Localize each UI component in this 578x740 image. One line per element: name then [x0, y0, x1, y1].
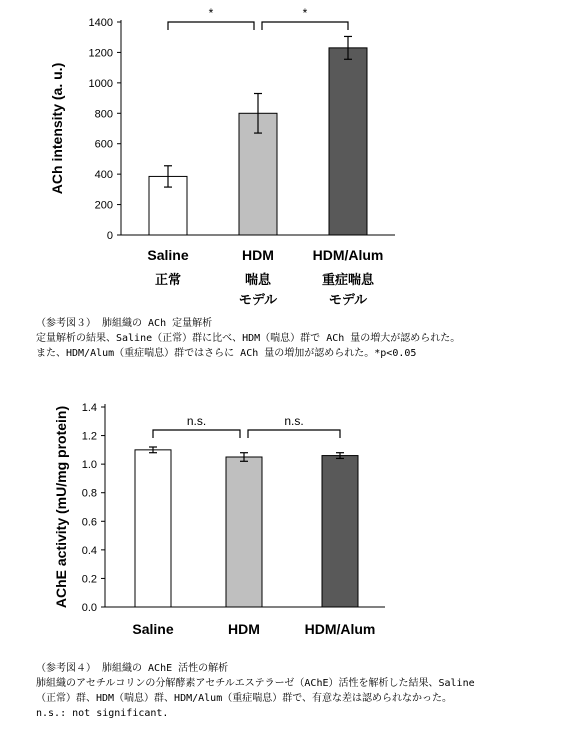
y-tick-label: 1200: [88, 47, 113, 60]
y-tick-label: 800: [94, 108, 113, 121]
significance-bracket: [262, 22, 348, 30]
significance-bracket: [153, 430, 240, 438]
y-tick-label: 0.6: [81, 516, 97, 529]
figure3-caption-line2: また、HDM/Alum（重症喘息）群ではさらに ACh 量の増加が認められた。*p<0.05: [36, 348, 417, 359]
x-category-label: HDM/Alum: [312, 247, 384, 263]
x-category-sublabel: モデル: [328, 293, 368, 308]
x-category-sublabel: 重症喘息: [321, 273, 375, 288]
y-tick-label: 0.8: [81, 487, 97, 500]
bar-hdm-alum: [322, 456, 358, 607]
y-tick-label: 1.0: [81, 459, 97, 472]
x-category-sublabel: 喘息: [244, 273, 272, 288]
x-category-label: HDM: [242, 247, 274, 263]
figure4-caption-title: （参考図４） 肺組織の AChE 活性の解析: [36, 663, 229, 674]
y-tick-label: 0: [106, 230, 113, 242]
y-tick-label: 1.2: [81, 430, 97, 443]
y-tick-label: 0.2: [81, 573, 97, 586]
figure3-caption: [36, 316, 460, 361]
significance-label: *: [208, 6, 214, 20]
y-tick-label: 0.0: [81, 602, 97, 614]
y-axis-label: ACh intensity (a. u.): [49, 62, 65, 195]
figure4-caption-line2: （正常）群、HDM（喘息）群、HDM/Alum（重症喘息）群で、有意な差は認められなかった。: [36, 693, 453, 704]
figure3-caption-title: （参考図３） 肺組織の ACh 定量解析: [36, 318, 213, 329]
y-tick-label: 200: [94, 199, 113, 212]
significance-label: n.s.: [284, 414, 304, 428]
x-category-sublabel: 正常: [154, 273, 182, 288]
significance-bracket: [248, 430, 340, 438]
bar-hdm-alum: [329, 48, 367, 235]
y-tick-label: 600: [94, 138, 113, 151]
significance-label: *: [302, 6, 308, 20]
y-axis-label: AChE activity (mU/mg protein): [53, 405, 69, 609]
y-tick-label: 1.4: [81, 402, 97, 414]
figure3-caption-line1: 定量解析の結果、Saline（正常）群に比べ、HDM（喘息）群で ACh 量の増大が認められた。: [36, 333, 461, 344]
x-category-label: HDM: [228, 621, 260, 637]
x-category-sublabel: モデル: [238, 293, 278, 308]
significance-bracket: [168, 22, 254, 30]
y-tick-label: 400: [94, 169, 113, 182]
significance-label: n.s.: [186, 414, 207, 428]
bar-hdm: [226, 457, 262, 607]
y-tick-label: 0.4: [81, 544, 97, 557]
figure4-caption-line1: 肺組織のアセチルコリンの分解酵素アセチルエステラーゼ（AChE）活性を解析した結果、Saline: [36, 678, 475, 689]
x-category-label: Saline: [147, 247, 189, 263]
x-category-label: Saline: [132, 621, 174, 637]
y-tick-label: 1400: [88, 17, 113, 29]
y-tick-label: 1000: [88, 77, 113, 90]
figure4-caption: [36, 661, 475, 721]
figure4-caption-line3: n.s.: not significant.: [36, 708, 169, 719]
ach-intensity-chart: [0, 0, 578, 312]
ache-activity-chart: [0, 386, 578, 646]
x-category-label: HDM/Alum: [304, 621, 376, 637]
bar-saline: [135, 450, 171, 607]
